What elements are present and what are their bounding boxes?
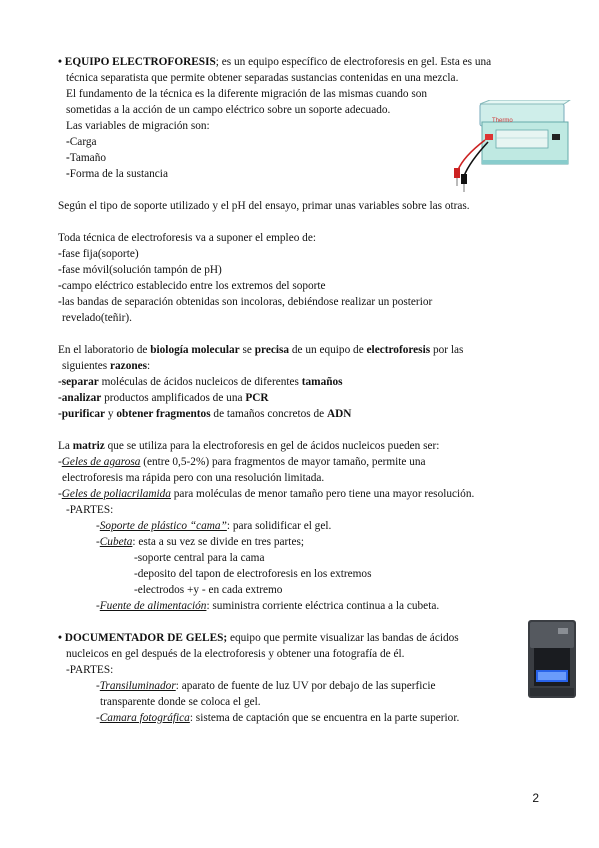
documentador-heading-line [58, 631, 459, 645]
text-line: nucleicos en gel después de la electroforesis y obtener una fotografía de él. [66, 648, 405, 660]
variable-item: -Carga [66, 136, 97, 148]
partes-label: -PARTES: [66, 664, 114, 676]
page-number: 2 [532, 791, 539, 805]
electroforesis-heading-line [58, 55, 491, 69]
variable-item: -Forma de la sustancia [66, 168, 168, 180]
subpart-item: -deposito del tapon de electroforesis en los extremos [134, 568, 372, 580]
gel-documenter-image [524, 618, 580, 702]
svg-text:Thermo: Thermo [492, 118, 513, 124]
text-line: Las variables de migración son: [66, 120, 210, 132]
part-item: -Soporte de plástico “cama”: para solidificar el gel. [96, 520, 332, 532]
reason-item: -analizar productos amplificados de una PCR [58, 392, 269, 404]
lab-line: En el laboratorio de biología molecular se precisa de un equipo de electroforesis por las [58, 344, 464, 356]
matriz-line: La matriz que se utiliza para la electroforesis en gel de ácidos nucleicos pueden ser: [58, 440, 440, 452]
part-item: -Cubeta: esta a su vez se divide en tres partes; [96, 536, 304, 548]
electroforesis-intro: ; es un equipo específico de electroforesis en gel. Esta es una [215, 56, 492, 68]
reason-item: -purificar y obtener fragmentos de tamaños concretos de ADN [58, 408, 352, 420]
text-line: sometidas a la acción de un campo eléctrico sobre un soporte adecuado. [66, 104, 391, 116]
partes-label: -PARTES: [66, 504, 114, 516]
part-item: -Fuente de alimentación: suministra corriente eléctrica continua a la cubeta. [96, 600, 440, 612]
list-item: -fase fija(soporte) [58, 248, 139, 260]
text-line: Toda técnica de electroforesis va a suponer el empleo de: [58, 232, 316, 244]
documentador-title: DOCUMENTADOR DE GELES; [64, 632, 228, 644]
part-item: -Transiluminador: aparato de fuente de luz UV por debajo de las superficie [96, 680, 436, 692]
text-line: técnica separatista que permite obtener separadas sustancias contenidas en una mezcla. [66, 72, 459, 84]
text-line: Según el tipo de soporte utilizado y el pH del ensayo, primar unas variables sobre las otras. [58, 200, 470, 212]
list-item: -las bandas de separación obtenidas son incoloras, debiéndose realizar un posterior [58, 296, 433, 308]
variable-item: -Tamaño [66, 152, 106, 164]
gel-item: -Geles de poliacrilamida para moléculas de menor tamaño pero tiene una mayor resolución. [58, 488, 475, 500]
gel-item: -Geles de agarosa (entre 0,5-2%) para fragmentos de mayor tamaño, permite una [58, 456, 426, 468]
documentador-intro: equipo que permite visualizar las bandas de ácidos [227, 632, 459, 644]
text-line: electroforesis ma rápida pero con una resolución limitada. [62, 472, 325, 484]
electroforesis-title: EQUIPO ELECTROFORESIS [64, 56, 216, 68]
part-item: -Camara fotográfica: sistema de captación que se encuentra en la parte superior. [96, 712, 460, 724]
subpart-item: -soporte central para la cama [134, 552, 265, 564]
text-line: revelado(teñir). [62, 312, 132, 324]
subpart-item: -electrodos +y - en cada extremo [134, 584, 283, 596]
text-line: El fundamento de la técnica es la diferente migración de las mismas cuando son [66, 88, 428, 100]
lab-line: siguientes razones: [62, 360, 151, 372]
list-item: -fase móvil(solución tampón de pH) [58, 264, 222, 276]
list-item: -campo eléctrico establecido entre los extremos del soporte [58, 280, 326, 292]
bullet: • [58, 632, 62, 644]
bullet: • [58, 56, 62, 68]
reason-item: -separar moléculas de ácidos nucleicos de diferentes tamaños [58, 376, 343, 388]
text-line: transparente donde se coloca el gel. [100, 696, 261, 708]
electrophoresis-tank-image [452, 100, 572, 200]
